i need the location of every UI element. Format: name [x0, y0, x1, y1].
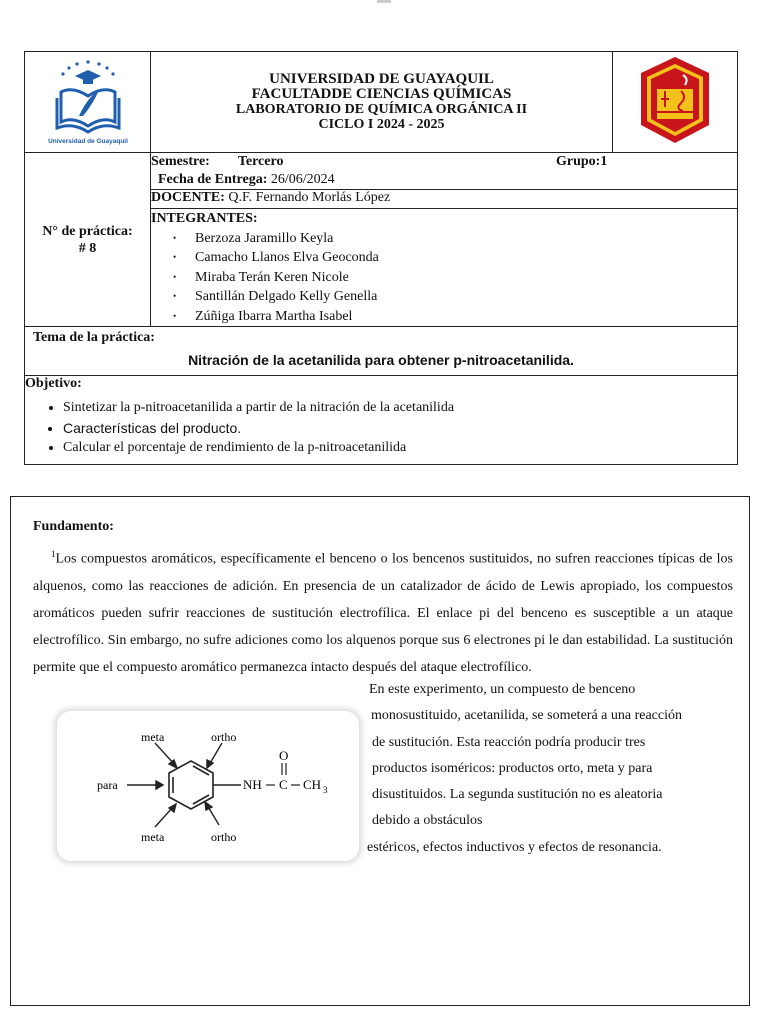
acetanilide-figure [57, 711, 359, 861]
objective-item: • Calcular el porcentaje de rendimiento de la p-nitroacetanilida [63, 438, 737, 458]
label-ortho-bottom: ortho [211, 830, 237, 844]
acetanilide-structure-diagram [57, 711, 359, 861]
semester-label: Semestre: [151, 154, 210, 169]
member-item: • Santillán Delgado Kelly Genella [173, 287, 737, 307]
position-arrows [127, 743, 222, 827]
fundamento-box [10, 496, 750, 1006]
members-row [151, 209, 738, 327]
fundamento-paragraph [33, 541, 733, 682]
cycle: CICLO I 2024 - 2025 [318, 117, 445, 132]
label-nh: NH [243, 777, 262, 792]
page-top-mark [377, 0, 391, 3]
label-oxygen: O [279, 748, 289, 763]
topic-row [25, 327, 738, 376]
label-ch: CH [303, 777, 322, 792]
members-list [151, 229, 737, 327]
university-name: UNIVERSIDAD DE GUAYAQUIL [269, 71, 494, 87]
label-ortho-top: ortho [211, 730, 237, 744]
member-item: • Berzoza Jaramillo Keyla [173, 229, 737, 249]
side-line: disustituidos. La segunda sustitución no es aleatoria [372, 787, 663, 803]
member-item: • Zúñiga Ibarra Martha Isabel [173, 307, 737, 327]
teacher-row [151, 190, 738, 209]
delivery-value: 26/06/2024 [270, 172, 335, 187]
delivery-label: Fecha de Entrega: [158, 172, 268, 187]
label-meta-bottom: meta [141, 830, 165, 844]
topic-text: Nitración de la acetanilida para obtener p-nitroacetanilida. [188, 352, 574, 368]
label-subscript-3: 3 [323, 785, 328, 795]
logo-text: Universidad de Guayaquil [47, 137, 128, 145]
side-line: debido a obstáculos [372, 813, 483, 829]
teacher-value: Q.F. Fernando Morlás López [228, 190, 391, 205]
fundamento-side-text [367, 677, 727, 861]
practice-label: N° de práctica: [42, 223, 133, 239]
side-line: de sustitución. Esta reacción podría producir tres [372, 734, 646, 750]
faculty-seal-cell [613, 52, 738, 153]
university-logo-icon [33, 54, 143, 146]
group-label: Grupo:1 [556, 154, 608, 169]
objective-list [25, 398, 737, 458]
footnote-mark: 1 [51, 549, 56, 559]
lab-name: LABORATORIO DE QUÍMICA ORGÁNICA II [235, 102, 528, 117]
objective-item: • Sintetizar la p-nitroacetanilida a partir de la nitración de la acetanilida [63, 398, 737, 418]
faculty-name: FACULTADDE CIENCIAS QUÍMICAS [251, 86, 512, 102]
fundamento-label: Fundamento: [33, 519, 114, 534]
semester-value: Tercero [237, 154, 284, 169]
side-line: En este experimento, un compuesto de benceno [369, 682, 636, 697]
university-logo-cell [25, 52, 151, 153]
objective-row [25, 376, 738, 465]
side-line: estéricos, efectos inductivos y efectos de resonancia. [367, 839, 662, 855]
semester-row [151, 153, 738, 190]
member-item: • Miraba Terán Keren Nicole [173, 268, 737, 288]
members-label: INTEGRANTES: [151, 211, 258, 226]
label-carbon: C [279, 777, 288, 792]
practice-number: # 8 [78, 240, 97, 256]
topic-label: Tema de la práctica: [33, 330, 155, 345]
header-title-block [151, 52, 613, 153]
label-meta-top: meta [141, 730, 165, 744]
fundamento-text: Los compuestos aromáticos, específicamente el benceno o los bencenos sustituidos, no sufren reacciones típicas de los alquenos, como las reacciones de adición. En presencia de un catalizador de ácido de Lewis apropiado, los compuestos aromáticos pueden sufrir reacciones de sustitución electrofílica. El enlace pi del benceno es susceptible a un ataque electrofílico. Sin embargo, no sufre adiciones como los alquenos porque sus 6 electrones pi le dan estabilidad. La sustitución permite que el compuesto aromático permanezca intacto después del ataque electrofílico. [33, 551, 733, 676]
label-para: para [97, 778, 118, 792]
faculty-seal-icon [637, 55, 713, 145]
teacher-label: DOCENTE: [151, 190, 225, 205]
side-line: productos isoméricos: productos orto, meta y para [372, 760, 653, 776]
side-line: monosustituido, acetanilida, se someterá a una reacción [371, 708, 683, 724]
header-table [24, 51, 738, 465]
objective-item: • Características del producto. [63, 418, 737, 438]
practice-number-cell [25, 153, 151, 327]
objective-label: Objetivo: [25, 376, 82, 391]
member-item: • Camacho Llanos Elva Geoconda [173, 248, 737, 268]
